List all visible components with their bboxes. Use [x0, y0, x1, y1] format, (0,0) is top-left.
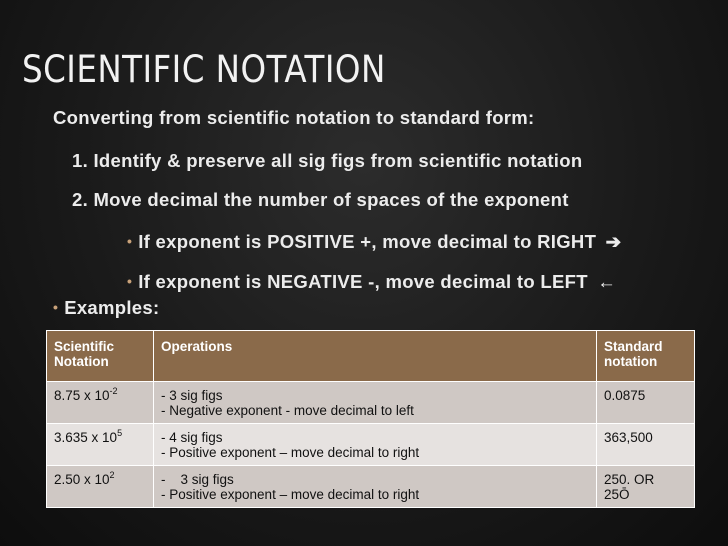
table-row	[47, 466, 695, 508]
table-row	[47, 382, 695, 424]
sci-exponent: 2	[109, 470, 115, 480]
op-line-1: - 3 sig figs	[161, 388, 223, 403]
right-arrow-icon: ➔	[605, 231, 622, 252]
rule-positive	[127, 231, 621, 253]
cell-standard	[597, 466, 695, 508]
examples-table	[46, 330, 695, 508]
examples-label: Examples:	[64, 297, 160, 318]
bullet-icon: •	[127, 273, 133, 289]
header-standard: Standard notation	[597, 331, 695, 382]
op-line-2: - Positive exponent – move decimal to right	[161, 445, 420, 460]
intro-text: Converting from scientific notation to standard form:	[53, 107, 535, 128]
slide-title: SCIENTIFIC NOTATION	[22, 48, 386, 91]
table-row	[47, 424, 695, 466]
cell-standard	[597, 424, 695, 466]
rule-negative-text: If exponent is NEGATIVE -, move decimal to LEFT	[138, 271, 588, 292]
sci-exponent: 5	[117, 428, 123, 438]
cell-operations	[154, 466, 597, 508]
cell-operations	[154, 382, 597, 424]
table-header-row	[47, 331, 695, 382]
cell-operations	[154, 424, 597, 466]
sci-base: 3.635 x 10	[54, 430, 118, 445]
op-line-2: - Positive exponent – move decimal to right	[161, 487, 420, 502]
std-line-2: 25Ō	[604, 487, 630, 502]
cell-standard	[597, 382, 695, 424]
op-line-2: - Negative exponent - move decimal to left	[161, 403, 414, 418]
header-scientific: Scientific Notation	[47, 331, 154, 382]
op-line-1: - 4 sig figs	[161, 430, 223, 445]
step-2: 2. Move decimal the number of spaces of the exponent	[72, 189, 569, 210]
rule-negative	[127, 271, 616, 293]
step-1: 1. Identify & preserve all sig figs from scientific notation	[72, 150, 583, 171]
cell-scientific	[47, 382, 154, 424]
cell-scientific	[47, 466, 154, 508]
op-line-1: - 3 sig figs	[161, 472, 234, 487]
std-line-1: 250. OR	[604, 472, 655, 487]
std-line-1: 363,500	[604, 430, 653, 445]
sci-exponent: -2	[109, 386, 118, 396]
sci-base: 2.50 x 10	[54, 472, 110, 487]
std-line-1: 0.0875	[604, 388, 646, 403]
header-operations: Operations	[154, 331, 597, 382]
examples-heading	[53, 297, 159, 319]
cell-scientific	[47, 424, 154, 466]
left-arrow-icon: ←	[597, 271, 617, 292]
bullet-icon: •	[53, 299, 59, 315]
sci-base: 8.75 x 10	[54, 388, 110, 403]
bullet-icon: •	[127, 233, 133, 249]
rule-positive-text: If exponent is POSITIVE +, move decimal to RIGHT	[138, 231, 597, 252]
